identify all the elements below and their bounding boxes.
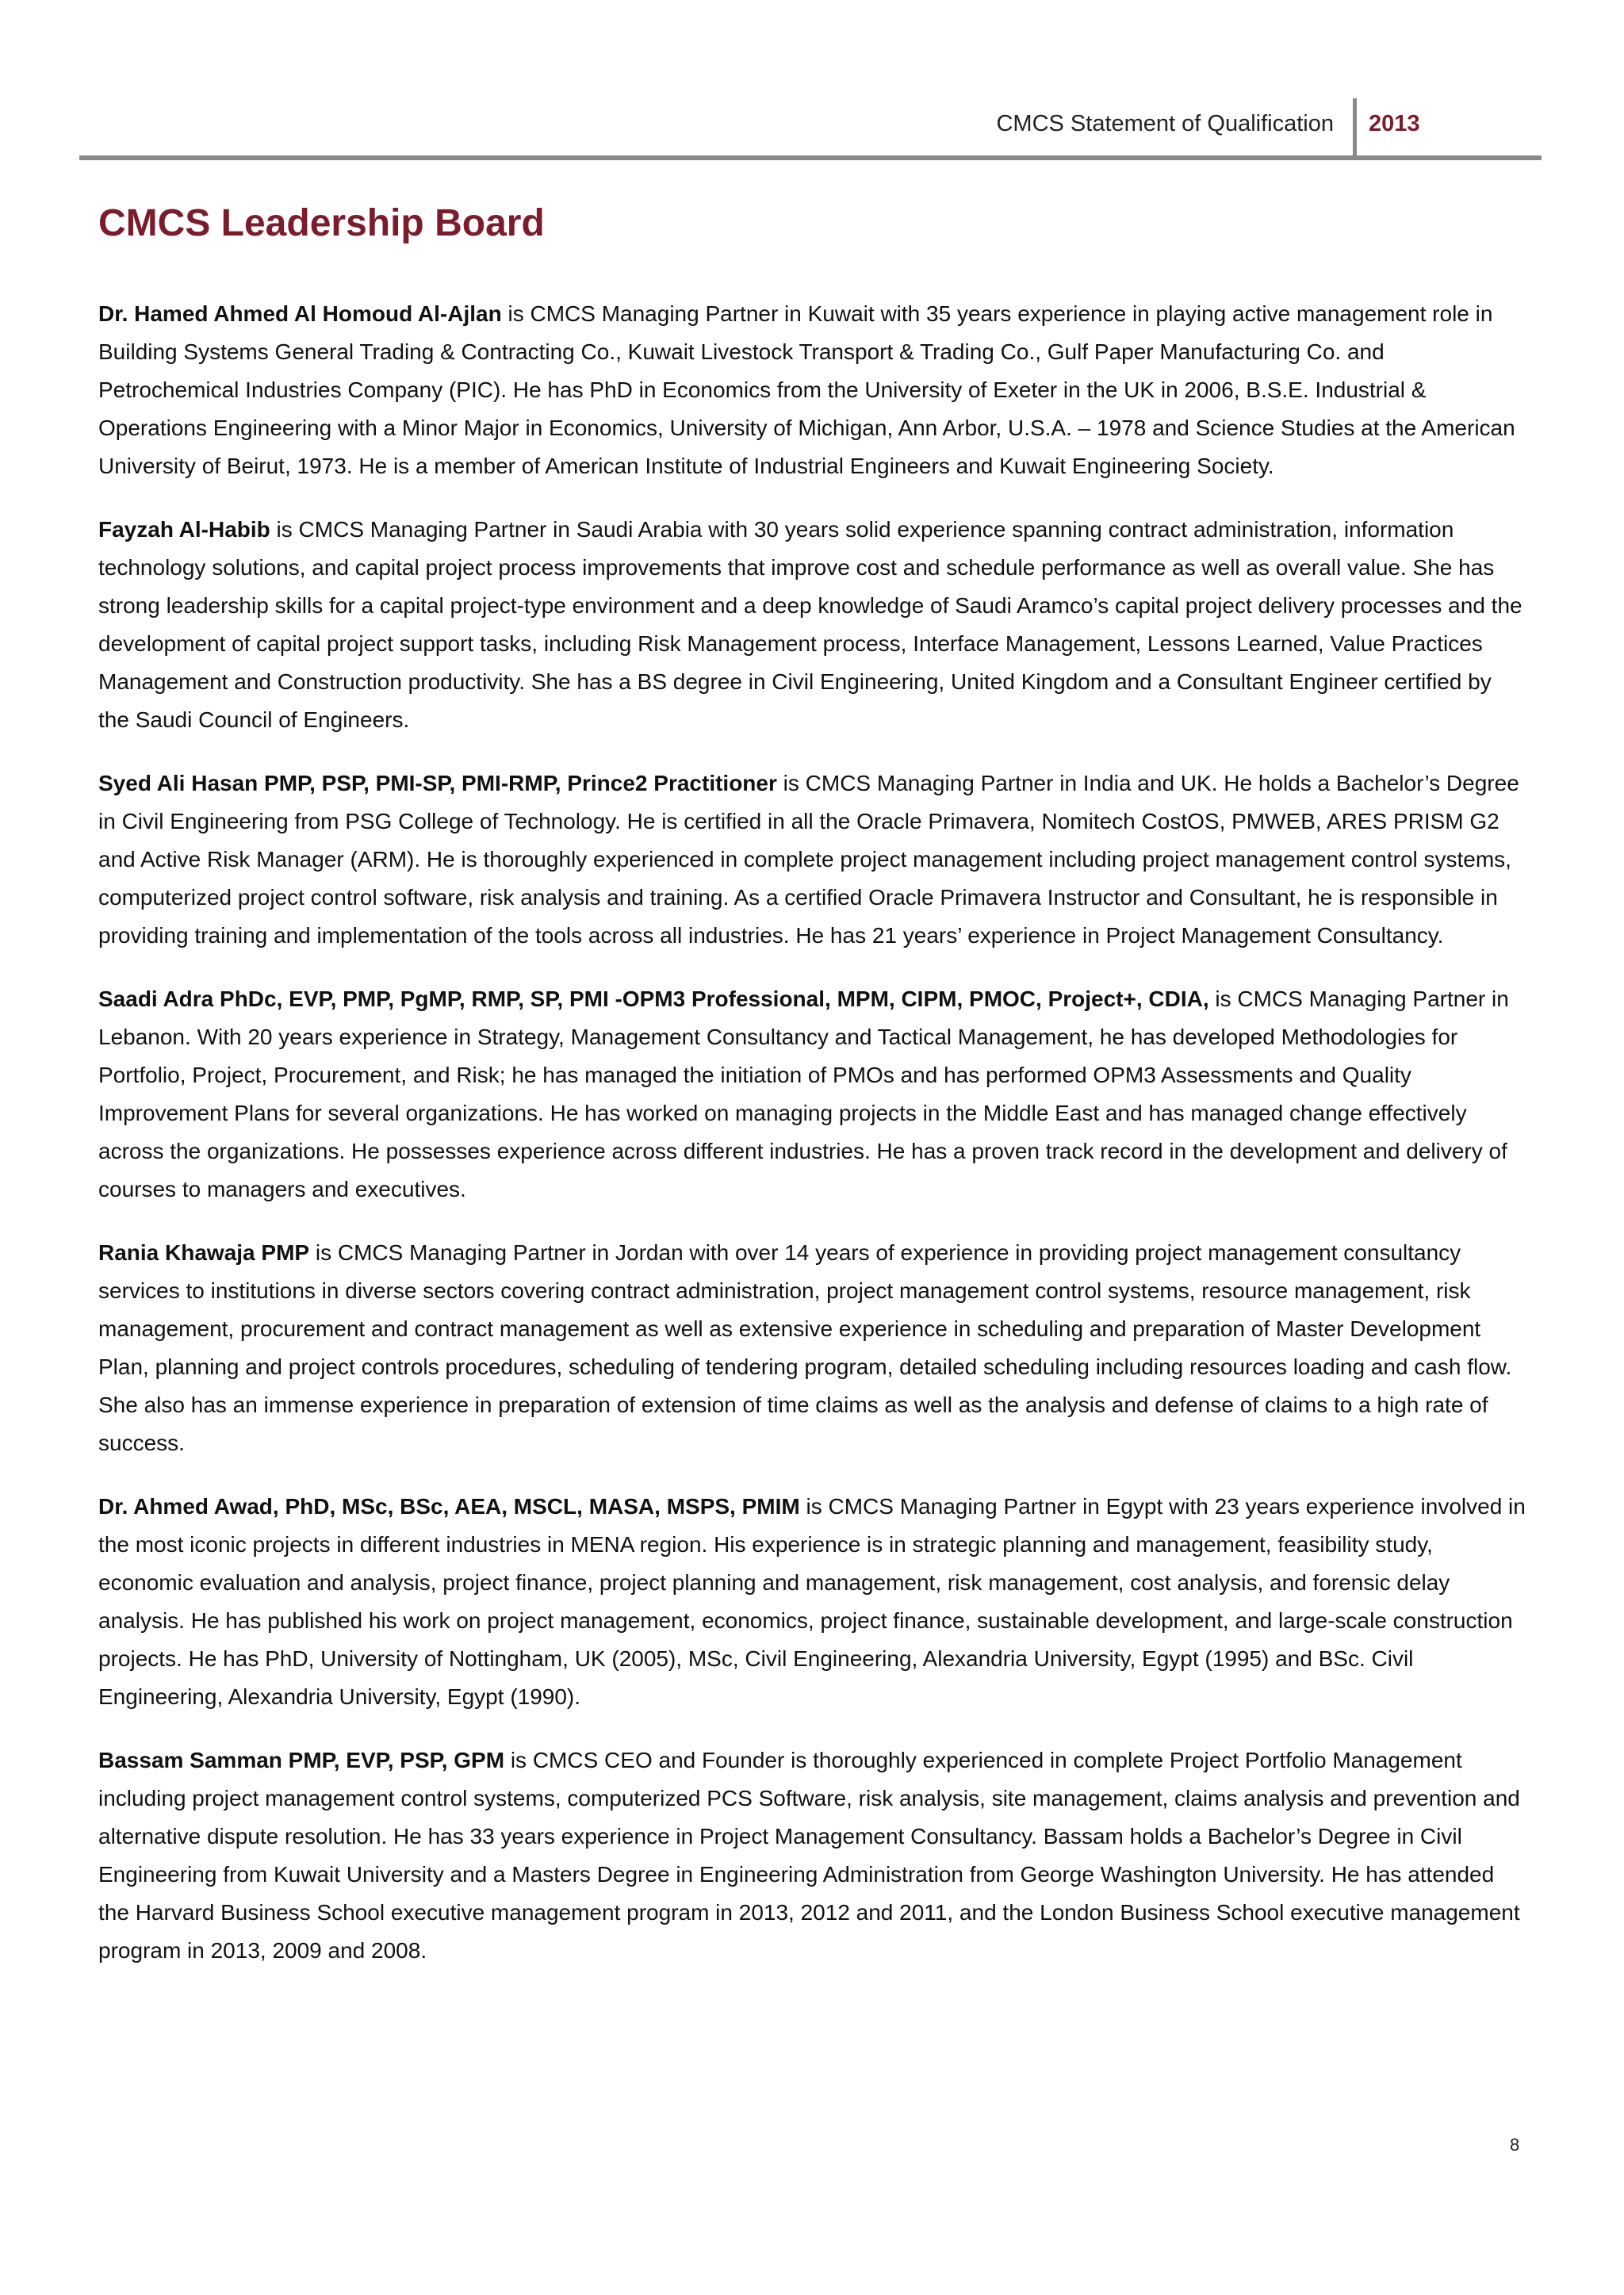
bio-text: is CMCS Managing Partner in Jordan with over 14 years of experience in providing project management consultancy services to institutions in diverse sectors covering contract administration, project management control systems, resource management, risk management, procurement and contract management as well as extensive experience in scheduling and preparation of Master Development Plan, planning and project controls procedures, scheduling of tendering program, detailed scheduling including resources loading and cash flow. She also has an immense experience in preparation of extension of time claims as well as the analysis and defense of claims to a high rate of success. — [98, 1240, 1512, 1455]
header-year: 2013 — [1369, 111, 1420, 136]
page-header — [79, 94, 1542, 159]
header-document-title: CMCS Statement of Qualification — [996, 111, 1334, 136]
bio-name: Fayzah Al-Habib — [98, 517, 270, 542]
bio-text: is CMCS CEO and Founder is thoroughly experienced in complete Project Portfolio Management including project management control systems, computerized PCS Software, risk analysis, site management, claims analysis and prevention and alternative dispute resolution. He has 33 years experience in Project Management Consultancy. Bassam holds a Bachelor’s Degree in Civil Engineering from Kuwait University and a Masters Degree in Engineering Administration from George Washington University. He has attended the Harvard Business School executive management program in 2013, 2012 and 2011, and the London Business School executive management program in 2013, 2009 and 2008. — [98, 1748, 1520, 1963]
bio-paragraph — [98, 1741, 1526, 1970]
bio-paragraph — [98, 980, 1526, 1209]
page-title: CMCS Leadership Board — [98, 202, 545, 244]
bio-paragraph — [98, 1234, 1526, 1462]
page-number: 8 — [1510, 2135, 1520, 2155]
bio-paragraph — [98, 1488, 1526, 1716]
bio-text: is CMCS Managing Partner in Lebanon. With 20 years experience in Strategy, Management Consultancy and Tactical Management, he has developed Methodologies for Portfolio, Project, Procurement, and Risk; he has managed the initiation of PMOs and has performed OPM3 Assessments and Quality Improvement Plans for several organizations. He has worked on managing projects in the Middle East and has managed change effectively across the organizations. He possesses experience across different industries. He has a proven track record in the development and delivery of courses to managers and executives. — [98, 987, 1509, 1201]
bio-name: Bassam Samman PMP, EVP, PSP, GPM — [98, 1748, 505, 1772]
bio-paragraph — [98, 764, 1526, 955]
bio-list — [98, 295, 1526, 1995]
bio-paragraph — [98, 295, 1526, 485]
bio-name: Dr. Ahmed Awad, PhD, MSc, BSc, AEA, MSCL, MASA, MSPS, PMIM — [98, 1494, 800, 1519]
header-divider — [1353, 98, 1357, 159]
bio-name: Saadi Adra PhDc, EVP, PMP, PgMP, RMP, SP, PMI -OPM3 Professional, MPM, CIPM, PMOC, Project+, CDIA, — [98, 987, 1209, 1011]
bio-text: is CMCS Managing Partner in India and UK. He holds a Bachelor’s Degree in Civil Engineering from PSG College of Technology. He is certified in all the Oracle Primavera, Nomitech CostOS, PMWEB, ARES PRISM G2 and Active Risk Manager (ARM). He is thoroughly experienced in complete project management including project management control systems, computerized project control software, risk analysis and training. As a certified Oracle Primavera Instructor and Consultant, he is responsible in providing training and implementation of the tools across all industries. He has 21 years’ experience in Project Management Consultancy. — [98, 771, 1519, 948]
bio-text: is CMCS Managing Partner in Egypt with 23 years experience involved in the most iconic projects in different industries in MENA region. His experience is in strategic planning and management, feasibility study, economic evaluation and analysis, project finance, project planning and management, risk management, cost analysis, and forensic delay analysis. He has published his work on project management, economics, project finance, sustainable development, and large-scale construction projects. He has PhD, University of Nottingham, UK (2005), MSc, Civil Engineering, Alexandria University, Egypt (1995) and BSc. Civil Engineering, Alexandria University, Egypt (1990). — [98, 1494, 1526, 1709]
bio-name: Rania Khawaja PMP — [98, 1240, 310, 1265]
header-rule — [79, 155, 1542, 160]
bio-paragraph — [98, 511, 1526, 739]
bio-name: Syed Ali Hasan PMP, PSP, PMI-SP, PMI-RMP, Prince2 Practitioner — [98, 771, 777, 795]
bio-name: Dr. Hamed Ahmed Al Homoud Al-Ajlan — [98, 301, 502, 326]
bio-text: is CMCS Managing Partner in Saudi Arabia with 30 years solid experience spanning contract administration, information technology solutions, and capital project process improvements that improve cost and schedule performance as well as overall value. She has strong leadership skills for a capital project-type environment and a deep knowledge of Saudi Aramco’s capital project delivery processes and the development of capital project support tasks, including Risk Management process, Interface Management, Lessons Learned, Value Practices Management and Construction productivity. She has a BS degree in Civil Engineering, United Kingdom and a Consultant Engineer certified by the Saudi Council of Engineers. — [98, 517, 1522, 732]
bio-text: is CMCS Managing Partner in Kuwait with 35 years experience in playing active management role in Building Systems General Trading & Contracting Co., Kuwait Livestock Transport & Trading Co., Gulf Paper Manufacturing Co. and Petrochemical Industries Company (PIC). He has PhD in Economics from the University of Exeter in the UK in 2006, B.S.E. Industrial & Operations Engineering with a Minor Major in Economics, University of Michigan, Ann Arbor, U.S.A. – 1978 and Science Studies at the American University of Beirut, 1973. He is a member of American Institute of Industrial Engineers and Kuwait Engineering Society. — [98, 301, 1515, 478]
